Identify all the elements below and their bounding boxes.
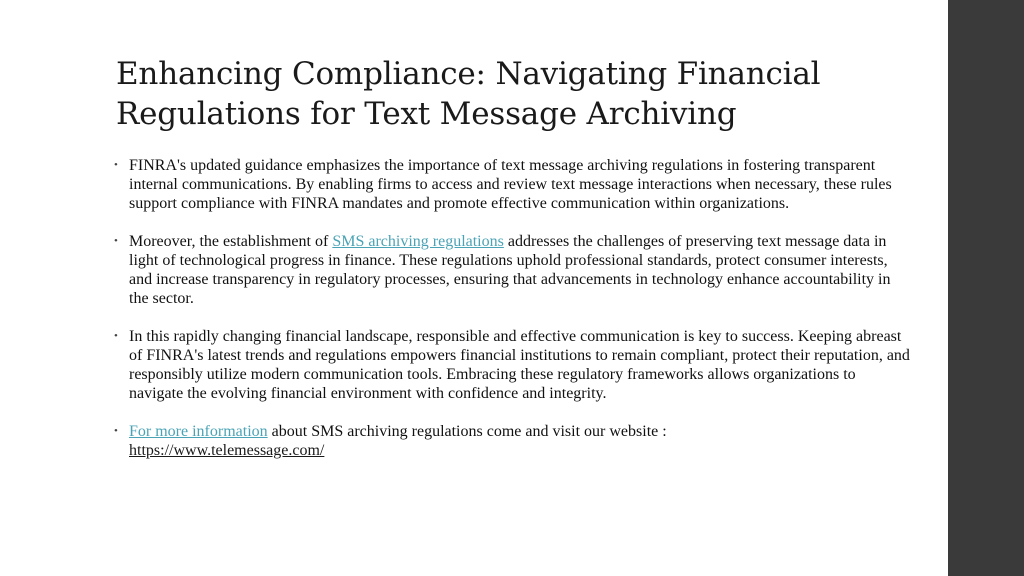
bullet-item-changing-landscape bbox=[112, 327, 912, 403]
sms-archiving-regulations-link[interactable]: SMS archiving regulations bbox=[332, 233, 504, 250]
bullet-item-more-information bbox=[112, 422, 912, 460]
bullet-text-after-link: addresses the challenges of preserving text message data in light of technological progress in finance. These regulations uphold professional standards, protect consumer interests, and increase transparency in regulatory processes, ensuring that advancements in technology enhance accountability in the sector. bbox=[129, 233, 891, 307]
bullet-item-sms-regulations bbox=[112, 232, 912, 308]
slide-title: Enhancing Compliance: Navigating Financial Regulations for Text Message Archiving bbox=[116, 56, 821, 132]
bullet-text: FINRA's updated guidance emphasizes the importance of text message archiving regulations in fostering transparent internal communications. By enabling firms to access and review text message interactions when necessary, these rules support compliance with FINRA mandates and promote effective communication within organizations. bbox=[129, 157, 892, 212]
bullet-dot-icon: • bbox=[114, 235, 118, 247]
website-url-link[interactable]: https://www.telemessage.com/ bbox=[129, 442, 325, 459]
bullet-list bbox=[112, 156, 912, 479]
side-panel bbox=[948, 0, 1024, 576]
bullet-item-finra-guidance bbox=[112, 156, 912, 213]
bullet-dot-icon: • bbox=[114, 425, 118, 437]
bullet-dot-icon: • bbox=[114, 330, 118, 342]
bullet-text-middle: about SMS archiving regulations come and visit our website : bbox=[267, 423, 667, 440]
bullet-dot-icon: • bbox=[114, 159, 118, 171]
more-information-link[interactable]: For more information bbox=[129, 423, 268, 440]
bullet-text-before-link: Moreover, the establishment of bbox=[129, 233, 333, 250]
bullet-text: In this rapidly changing financial landscape, responsible and effective communication is key to success. Keeping abreast of FINRA's latest trends and regulations empowers financial institutions to remain compliant, protect their reputation, and responsibly utilize modern communication tools. Embracing these regulatory frameworks allows organizations to navigate the evolving financial environment with confidence and integrity. bbox=[129, 328, 910, 402]
